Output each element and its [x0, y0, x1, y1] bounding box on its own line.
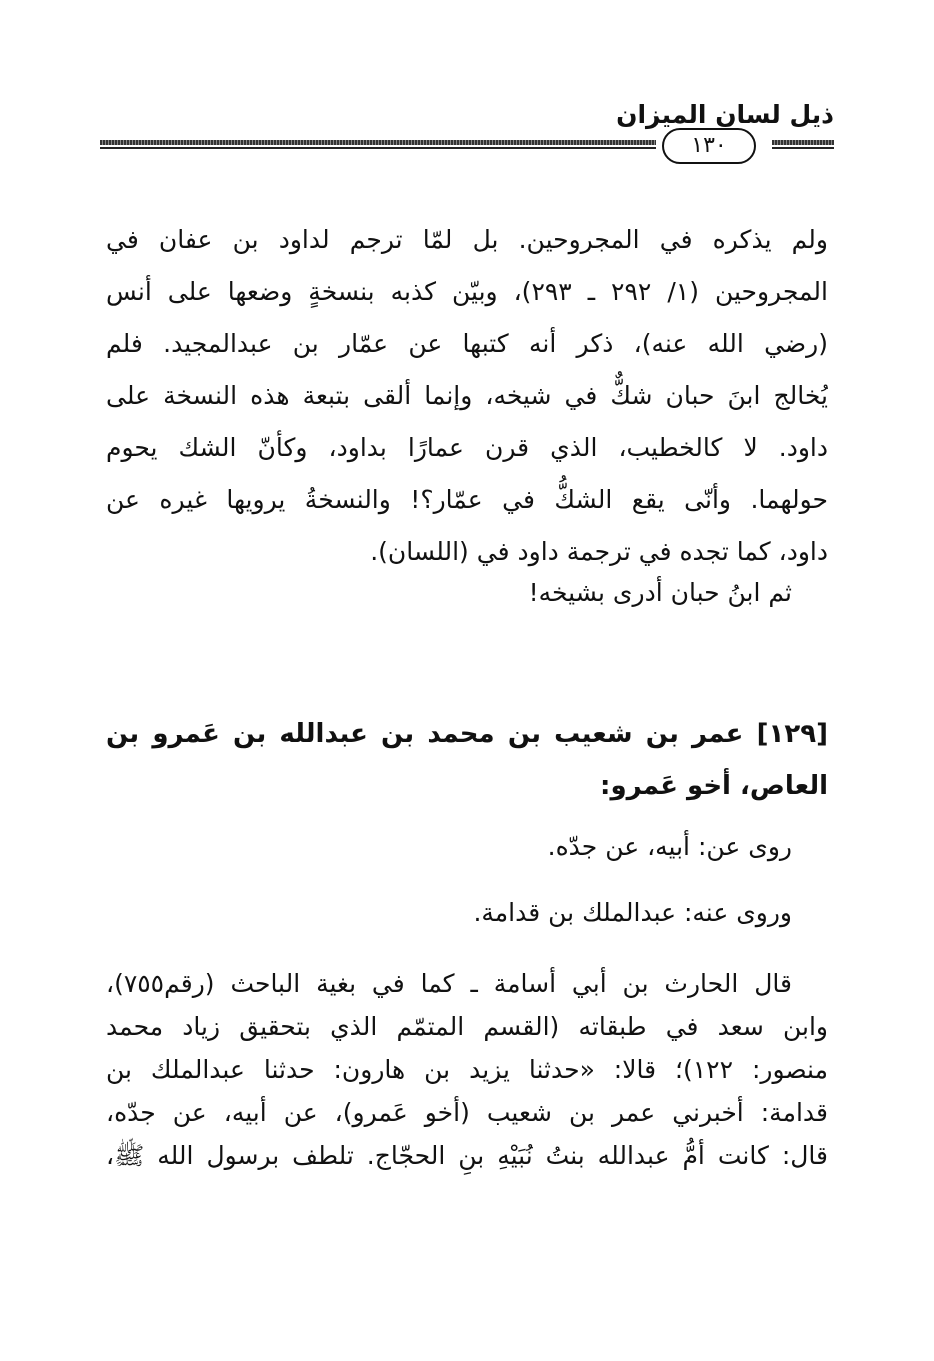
header-rule-right	[772, 140, 834, 145]
header-rule-right-thin	[772, 147, 834, 149]
text-line: ولم يذكره في المجروحين. بل لمّا ترجم لداود بن عفان في	[106, 225, 828, 254]
text-line: وابن سعد في طبقاته (القسم المتمّم الذي بتحقيق زياد محمد	[106, 1012, 828, 1041]
page-number: ١٣٠	[662, 128, 756, 164]
paragraph-1	[106, 214, 828, 578]
text-line: داود. لا كالخطيب، الذي قرن عمارًا بداود، وكأنّ الشك يحوم	[106, 433, 828, 462]
heading-line: [١٢٩] عمر بن شعيب بن محمد بن عبدالله بن عَمرو بن	[106, 719, 828, 749]
narrated-by: وروى عنه: عبدالملك بن قدامة.	[473, 898, 792, 927]
header-rule-thin	[100, 147, 656, 149]
heading-line: العاص، أخو عَمرو:	[600, 771, 828, 801]
narrates-from: روى عن: أبيه، عن جدّه.	[547, 832, 792, 861]
text-line: يُخالج ابنَ حبان شكٌّ في شيخه، وإنما ألقى بتبعة هذه النسخة على	[106, 381, 828, 410]
text-line: قدامة: أخبرني عمر بن شعيب (أخو عَمرو)، عن أبيه، عن جدّه،	[106, 1098, 828, 1127]
entry-heading	[106, 708, 828, 812]
header-rule	[100, 140, 656, 145]
text-line: حولهما. وأنّى يقع الشكُّ في عمّار؟! والنسخةُ يرويها غيره عن	[106, 485, 828, 514]
text-line: قال: كانت أمُّ عبدالله بنتُ نُبَيْهِ بنِ الحجّاج. تلطف برسول الله ﷺ،	[106, 1141, 828, 1170]
text-line: داود، كما تجده في ترجمة داود في (اللسان).	[370, 537, 828, 566]
text-line: المجروحين (١/ ٢٩٢ ـ ٢٩٣)، وبيّن كذبه بنسخةٍ وضعها على أنس	[106, 277, 828, 306]
page-header	[100, 92, 834, 162]
text-line: قال الحارث بن أبي أسامة ـ كما في بغية الباحث (رقم٧٥٥)،	[106, 969, 792, 998]
text-line: (رضي الله عنه)، ذكر أنه كتبها عن عمّار بن عبدالمجيد. فلم	[106, 329, 828, 358]
note-line: ثم ابنُ حبان أدرى بشيخه!	[528, 578, 792, 607]
book-title: ذيل لسان الميزان	[616, 100, 834, 129]
text-line: منصور: ١٢٢)؛ قالا: «حدثنا يزيد بن هارون: حدثنا عبدالملك بن	[106, 1055, 828, 1084]
paragraph-2	[106, 962, 828, 1177]
